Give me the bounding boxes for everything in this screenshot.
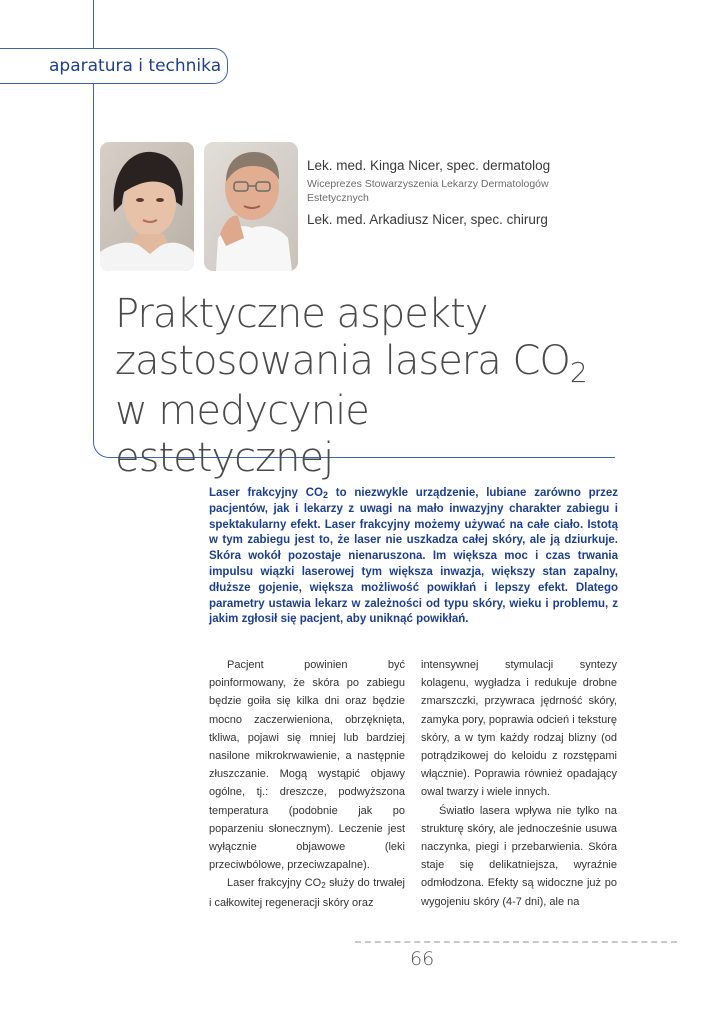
body-p2-rest: służy do trwałej i całkowitej regeneracji skóry oraz — [209, 877, 405, 909]
title-subscript: 2 — [569, 356, 587, 389]
lead-text-rest: to niezwykle urządzenie, lubiane zarówno przez pacjentów, jak i lekarzy z uwagi na mało inwazyjny charakter zabiegu i spektakularny efekt. Laser frakcyjny możemy używać na całe ciało. Istotą w tym zabiegu jest to, że laser nie uszkadza całej skóry, ale ją dziurkuje. Skóra wokół pozostaje nienaruszona. Im większa moc i czas trwania impulsu wiązki laserowej tym większa inwazja, większy stan zapalny, dłuższe gojenie, większa możliwość powikłań i lepszy efekt. Dlatego parametry ustawia lekarz w zależności od typu skóry, wieku i problemu, z jakim zgłosił się pacjent, aby uniknąć powikłań. — [209, 487, 618, 626]
body-column-left — [209, 656, 405, 912]
article-title — [115, 291, 595, 482]
lead-text-start: Laser frakcyjny CO — [209, 487, 323, 499]
portrait-woman-photo — [100, 142, 194, 271]
frame-line — [93, 0, 94, 48]
author-photo-man — [204, 142, 298, 271]
section-label: aparatura i technika — [49, 56, 222, 76]
author-name-1: Lek. med. Kinga Nicer, spec. dermatolog — [307, 158, 551, 173]
portrait-man-photo — [204, 142, 298, 271]
author-name-2: Lek. med. Arkadiusz Nicer, spec. chirurg — [307, 212, 548, 227]
body-paragraph-1: Pacjent powinien być poinformowany, że skóra po zabiegu będzie goiła się kilka dni oraz będzie mocno zaczerwieniona, obrzęknięta, tkliwa, pojawi się mniej lub bardziej nasilone mikrokrwawienie, a następnie złuszczanie. Mogą wystąpić objawy ogólne, tj.: dreszcze, podwyższona temperatura (podobnie jak po poparzeniu słonecznym). Leczenie jest wyłącznie objawowe (leki przeciwbólowe, przeciwzapalne). — [209, 659, 405, 872]
author-role-1: Wiceprezes Stowarzyszenia Lekarzy Dermatologów Estetycznych — [307, 178, 549, 204]
lead-paragraph — [209, 486, 618, 628]
body-paragraph-4: Światło lasera wpływa nie tylko na strukturę skóry, ale jednocześnie usuwa naczynka, piegi i przebarwienia. Skóra staje się delikatniejsza, wyraźnie odmłodzona. Efekty są widoczne już po wygojeniu skóry (4-7 dni), ale na — [421, 804, 617, 908]
body-paragraph-3: intensywnej stymulacji syntezy kolagenu, wygładza i redukuje drobne zmarszczki, przywraca jędrność skóry, zamyka pory, poprawia odcień i teksturę skóry, a w tym każdy rodzaj blizny (od potrądzikowej do keloidu z rozstępami włącznie). Poprawia również opadający owal twarzy i wiele innych. — [421, 659, 617, 799]
author-photo-woman — [100, 142, 194, 271]
body-p2-start: Laser frakcyjny CO — [227, 877, 322, 890]
footer-divider — [355, 941, 677, 943]
title-line-2 — [115, 338, 595, 388]
lead-subscript: 2 — [322, 490, 328, 500]
body-paragraph-2 — [209, 874, 405, 911]
body-column-right — [421, 656, 617, 911]
page-number: 66 — [410, 948, 435, 970]
title-line-3: w medycynie estetycznej — [115, 388, 369, 481]
title-line-2-text: zastosowania lasera CO — [115, 338, 570, 384]
title-line-1: Praktyczne aspekty — [115, 291, 488, 337]
body-p2-subscript: 2 — [321, 881, 326, 891]
